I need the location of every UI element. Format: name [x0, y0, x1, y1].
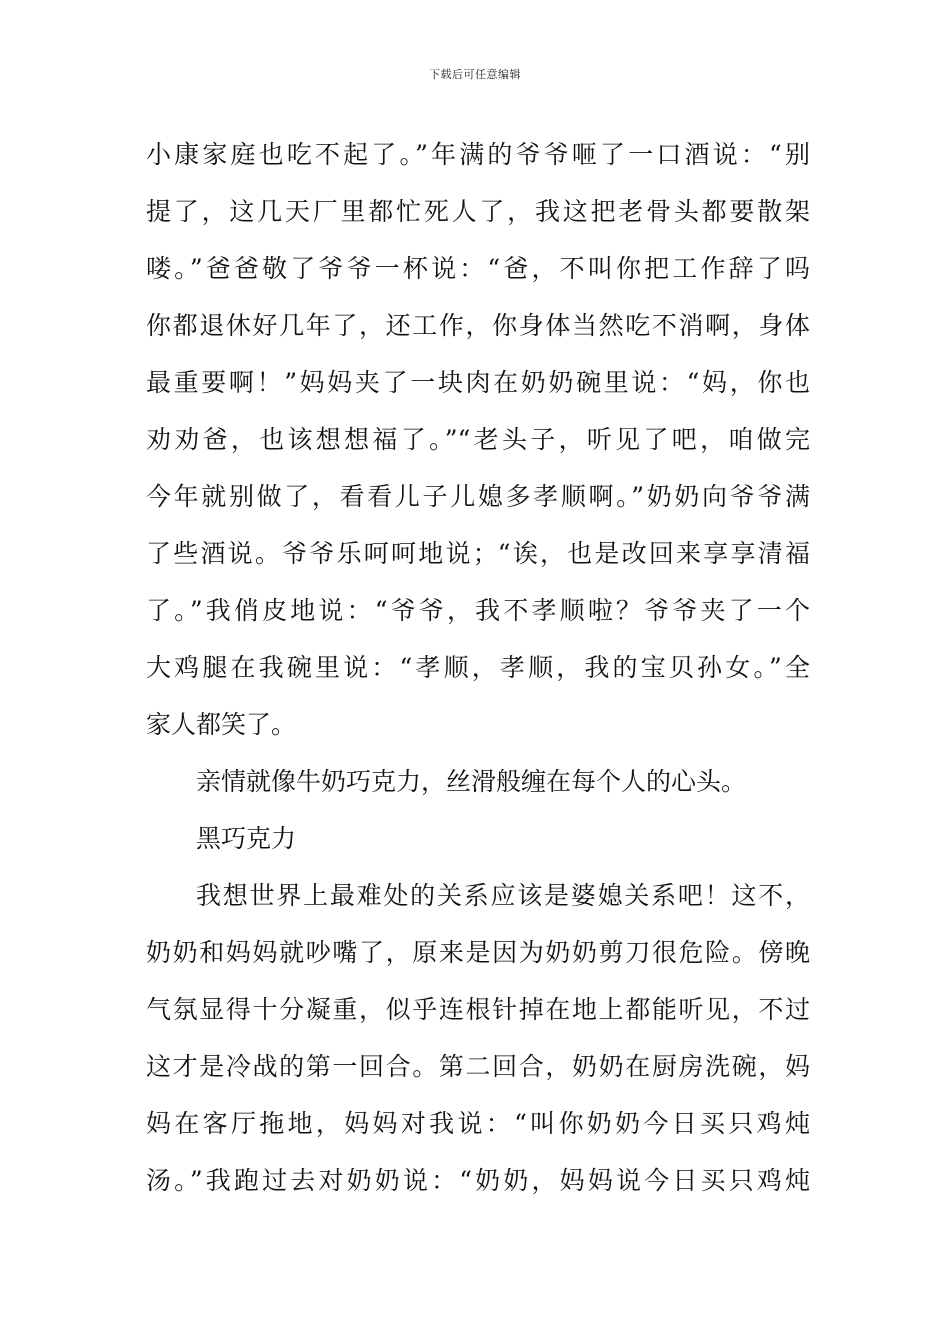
- text-line: 奶奶和妈妈就吵嘴了，原来是因为奶奶剪刀很危险。傍晚: [146, 938, 810, 967]
- text-line: 了些酒说。爷爷乐呵呵地说；“诶，也是改回来享享清福: [146, 539, 810, 568]
- text-line: 最重要啊！”妈妈夹了一块肉在奶奶碗里说：“妈，你也: [146, 368, 810, 397]
- text-line: 家人都笑了。: [146, 710, 297, 739]
- text-line: 今年就别做了，看看儿子儿媳多孝顺啊。”奶奶向爷爷满: [146, 482, 810, 511]
- text-line: 了。”我俏皮地说：“爷爷，我不孝顺啦？爷爷夹了一个: [146, 596, 810, 625]
- text-line: 这才是冷战的第一回合。第二回合，奶奶在厨房洗碗，妈: [146, 1052, 810, 1081]
- text-line: 汤。”我跑过去对奶奶说：“奶奶，妈妈说今日买只鸡炖: [146, 1166, 810, 1195]
- text-line: 气氛显得十分凝重，似乎连根针掉在地上都能听见，不过: [146, 995, 810, 1024]
- text-line: 提了，这几天厂里都忙死人了，我这把老骨头都要散架: [146, 197, 810, 226]
- section-heading: 黑巧克力: [196, 824, 297, 853]
- body-text: [146, 126, 810, 1209]
- paragraph-line: 亲情就像牛奶巧克力，丝滑般缠在每个人的心头。: [196, 767, 747, 796]
- paragraph-line: 我想世界上最难处的关系应该是婆媳关系吧！这不，: [196, 881, 810, 910]
- text-line: 大鸡腿在我碗里说：“孝顺，孝顺，我的宝贝孙女。”全: [146, 653, 810, 682]
- text-line: 小康家庭也吃不起了。”年满的爷爷咂了一口酒说：“别: [146, 140, 810, 169]
- page-header: 下载后可任意编辑: [429, 68, 521, 81]
- text-line: 你都退休好几年了，还工作，你身体当然吃不消啊，身体: [146, 311, 810, 340]
- text-line: 劝劝爸，也该想想福了。”“老头子，听见了吧，咱做完: [146, 425, 810, 454]
- text-line: 喽。”爸爸敬了爷爷一杯说：“爸，不叫你把工作辞了吗: [146, 254, 810, 283]
- text-line: 妈在客厅拖地，妈妈对我说：“叫你奶奶今日买只鸡炖: [146, 1109, 810, 1138]
